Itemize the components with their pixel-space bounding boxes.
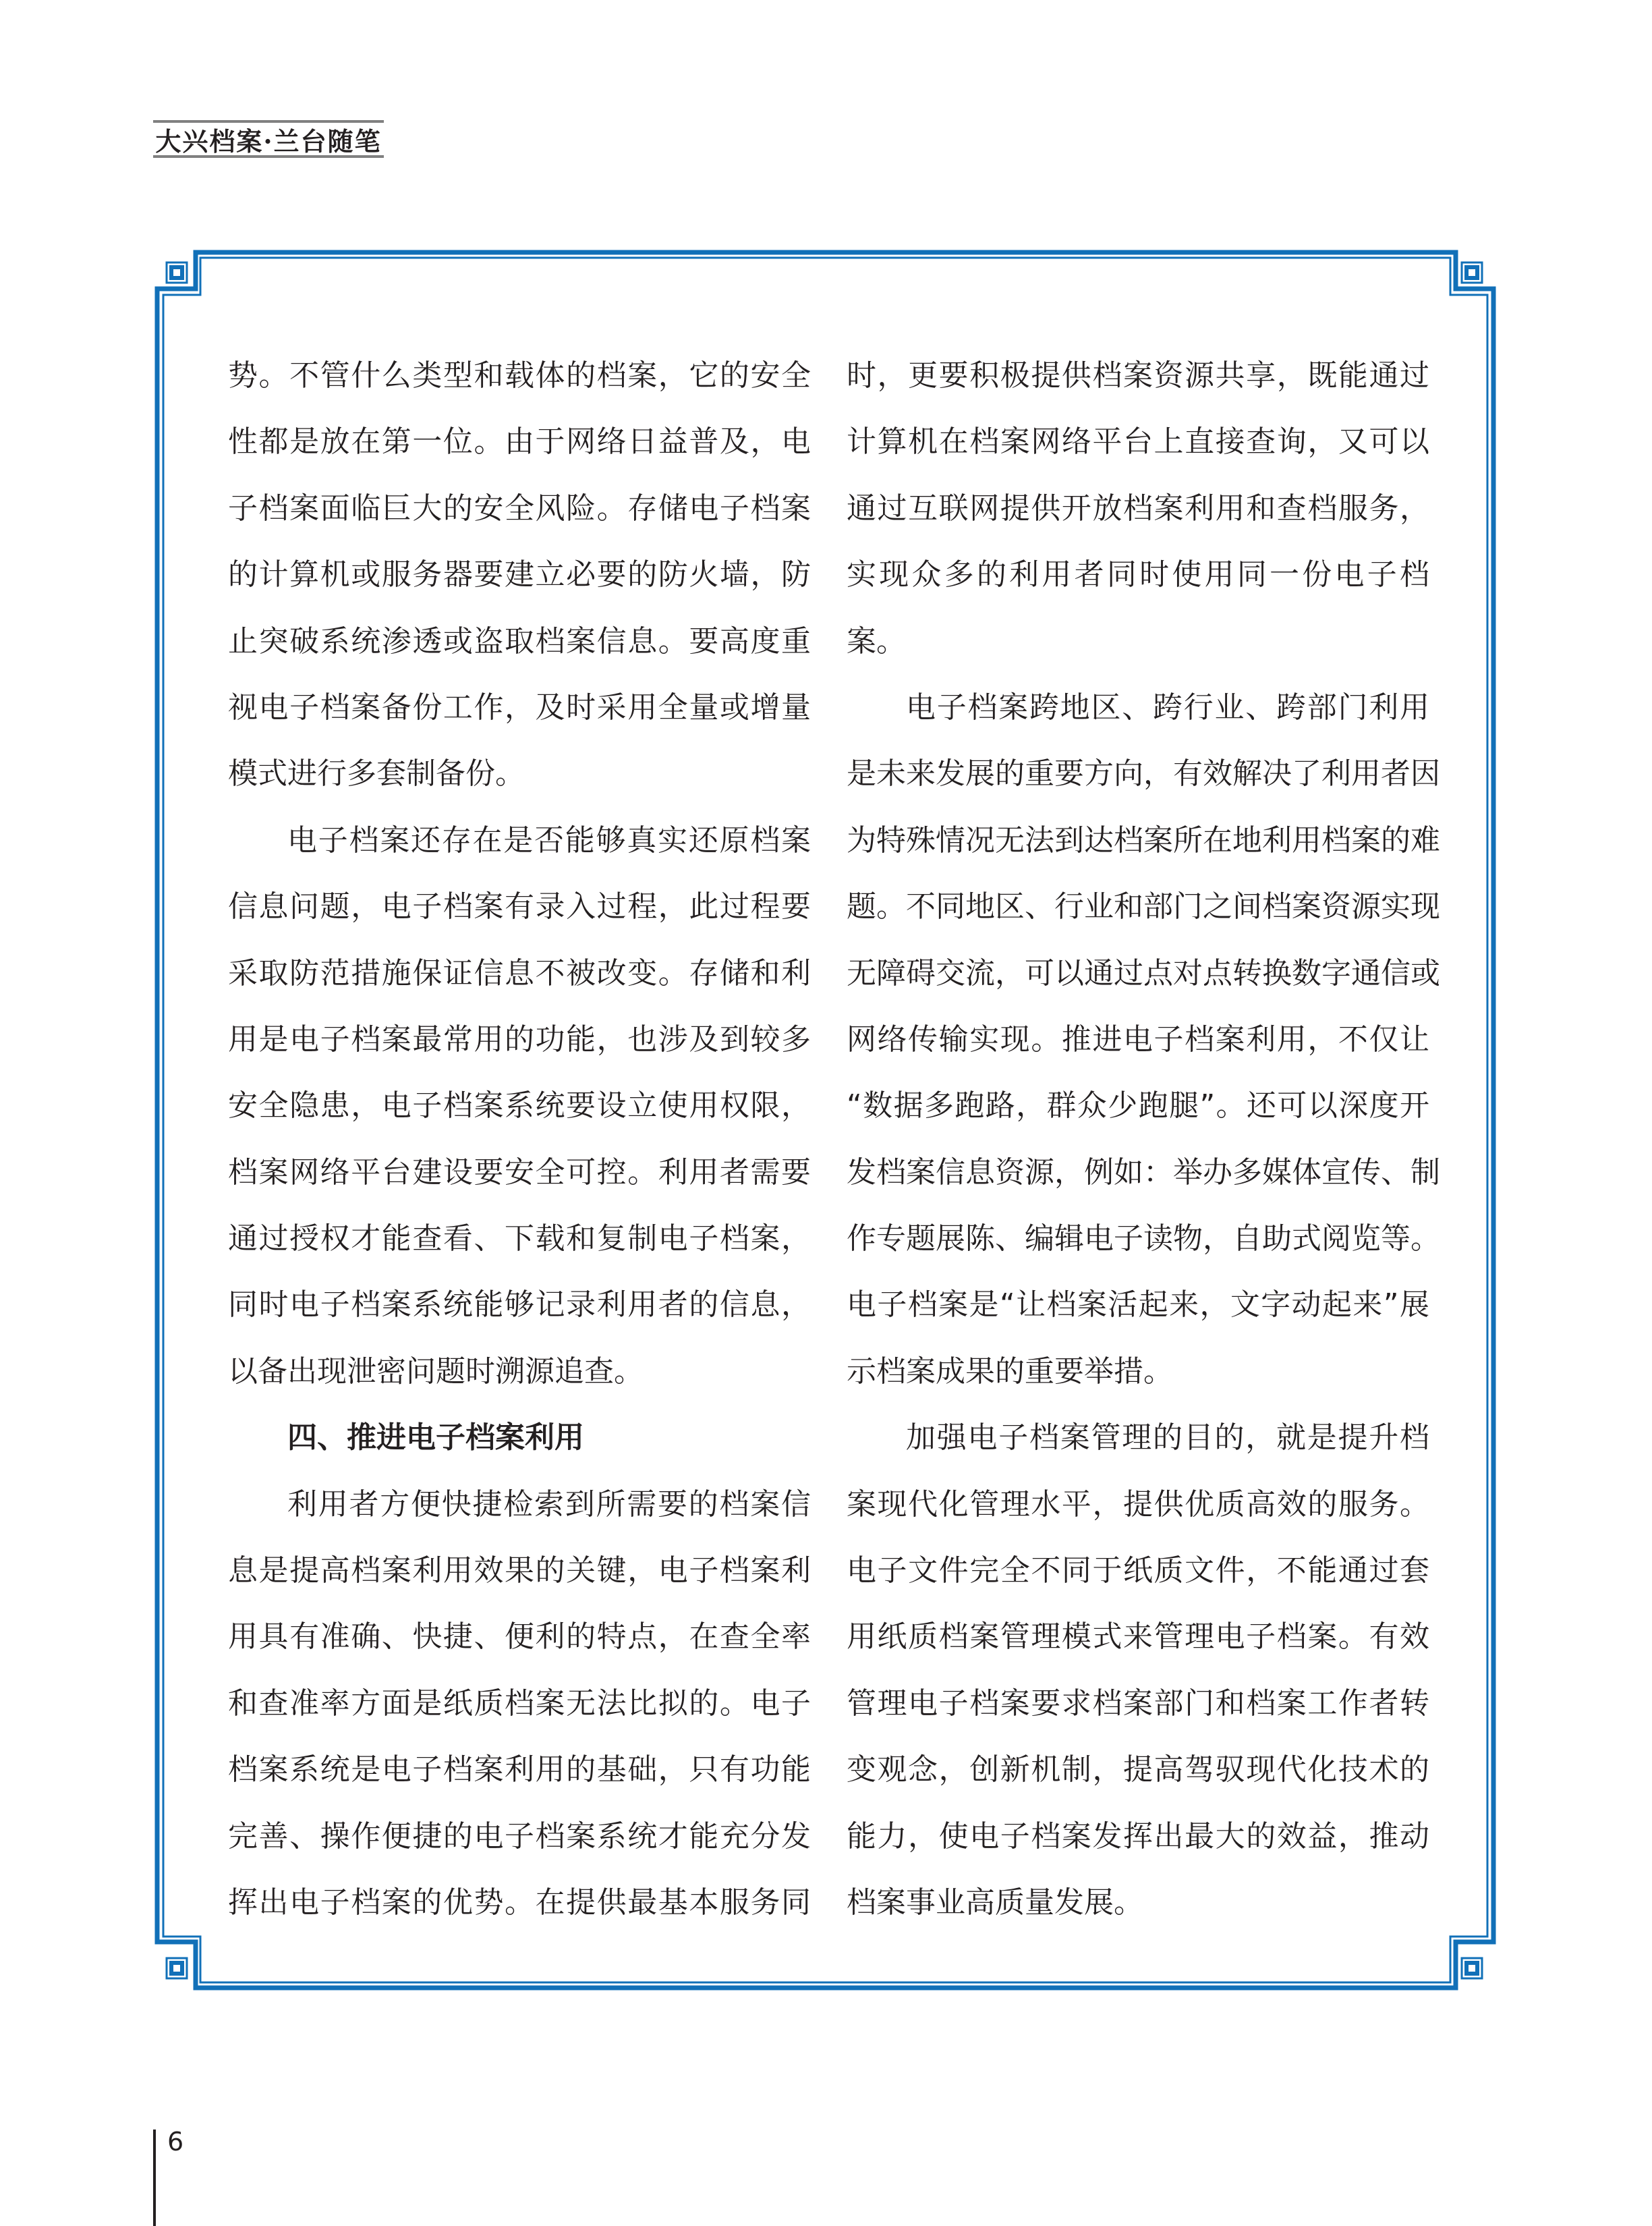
page-number: 6 [167, 2127, 184, 2157]
text-line: 通过授权才能查看、下载和复制电子档案， [228, 1221, 811, 1256]
text-line: 作专题展陈、编辑电子读物，自助式阅览等。 [847, 1221, 1440, 1256]
text-line: 信息问题，电子档案有录入过程，此过程要 [228, 889, 811, 924]
text-line: 时，更要积极提供档案资源共享，既能通过 [847, 358, 1429, 393]
text-line: 无障碍交流，可以通过点对点转换数字通信或 [847, 955, 1440, 991]
text-line: 题。不同地区、行业和部门之间档案资源实现 [847, 889, 1440, 924]
corner-knot-bottom-right [1462, 1958, 1482, 1978]
text-line: 变观念，创新机制，提高驾驭现代化技术的 [847, 1752, 1429, 1787]
text-line: 电子档案是“让档案活起来，文字动起来”展 [847, 1287, 1429, 1323]
text-line: 电子档案还存在是否能够真实还原档案 [287, 823, 811, 858]
text-line: 加强电子档案管理的目的，就是提升档 [906, 1420, 1429, 1455]
section-heading: 四、推进电子档案利用 [287, 1420, 584, 1455]
text-line: 止突破系统渗透或盗取档案信息。要高度重 [228, 623, 811, 659]
text-line: 和查准率方面是纸质档案无法比拟的。电子 [228, 1686, 811, 1721]
text-line: 挥出电子档案的优势。在提供最基本服务同 [228, 1885, 811, 1920]
text-line: 模式进行多套制备份。 [228, 756, 525, 791]
text-line: 案。 [847, 623, 906, 659]
article-body [228, 343, 1440, 1935]
text-line: 采取防范措施保证信息不被改变。存储和利 [228, 955, 811, 991]
text-line: 势。不管什么类型和载体的档案，它的安全 [228, 358, 811, 393]
corner-knot-top-right [1462, 262, 1482, 283]
text-line: 的计算机或服务器要建立必要的防火墙，防 [228, 557, 811, 592]
left-column [228, 343, 811, 1936]
text-line: 子档案面临巨大的安全风险。存储电子档案 [228, 491, 811, 526]
text-line: 用具有准确、快捷、便利的特点，在查全率 [228, 1619, 811, 1654]
text-line: 能力，使电子档案发挥出最大的效益，推动 [847, 1818, 1429, 1854]
text-line: 电子档案跨地区、跨行业、跨部门利用 [906, 690, 1429, 725]
text-line: 档案事业高质量发展。 [847, 1885, 1143, 1920]
text-line: 网络传输实现。推进电子档案利用，不仅让 [847, 1022, 1429, 1057]
text-line: 同时电子档案系统能够记录利用者的信息， [228, 1287, 811, 1323]
text-line: 完善、操作便捷的电子档案系统才能充分发 [228, 1818, 811, 1854]
text-line: 利用者方便快捷检索到所需要的档案信 [287, 1486, 811, 1522]
text-line: 电子文件完全不同于纸质文件，不能通过套 [847, 1553, 1429, 1588]
right-column [847, 343, 1440, 1936]
text-line: 管理电子档案要求档案部门和档案工作者转 [847, 1686, 1429, 1721]
text-line: 档案网络平台建设要安全可控。利用者需要 [228, 1154, 811, 1190]
text-line: 案现代化管理水平，提供优质高效的服务。 [847, 1486, 1429, 1522]
text-line: 性都是放在第一位。由于网络日益普及，电 [228, 424, 811, 460]
text-line: 档案系统是电子档案利用的基础，只有功能 [228, 1752, 811, 1787]
text-line: 用纸质档案管理模式来管理电子档案。有效 [847, 1619, 1429, 1654]
running-head-title: 大兴档案·兰台随笔 [155, 126, 382, 157]
text-line: 用是电子档案最常用的功能，也涉及到较多 [228, 1022, 811, 1057]
text-line: 实现众多的利用者同时使用同一份电子档 [847, 557, 1429, 592]
text-line: 通过互联网提供开放档案利用和查档服务， [847, 491, 1429, 526]
text-line: 示档案成果的重要举措。 [847, 1354, 1173, 1389]
corner-knot-bottom-left [167, 1958, 187, 1978]
text-line: 视电子档案备份工作，及时采用全量或增量 [228, 690, 811, 725]
text-line: 以备出现泄密问题时溯源追查。 [228, 1354, 644, 1389]
text-line: 安全隐患，电子档案系统要设立使用权限， [228, 1088, 811, 1123]
text-line: “数据多跑路，群众少跑腿”。还可以深度开 [847, 1088, 1429, 1123]
folio-rule [153, 2130, 156, 2226]
text-line: 是未来发展的重要方向，有效解决了利用者因 [847, 756, 1440, 791]
text-line: 为特殊情况无法到达档案所在地利用档案的难 [847, 823, 1440, 858]
corner-knot-top-left [167, 262, 187, 283]
text-line: 发档案信息资源，例如：举办多媒体宣传、制 [847, 1154, 1440, 1190]
text-line: 计算机在档案网络平台上直接查询，又可以 [847, 424, 1429, 460]
text-line: 息是提高档案利用效果的关键，电子档案利 [228, 1553, 811, 1588]
